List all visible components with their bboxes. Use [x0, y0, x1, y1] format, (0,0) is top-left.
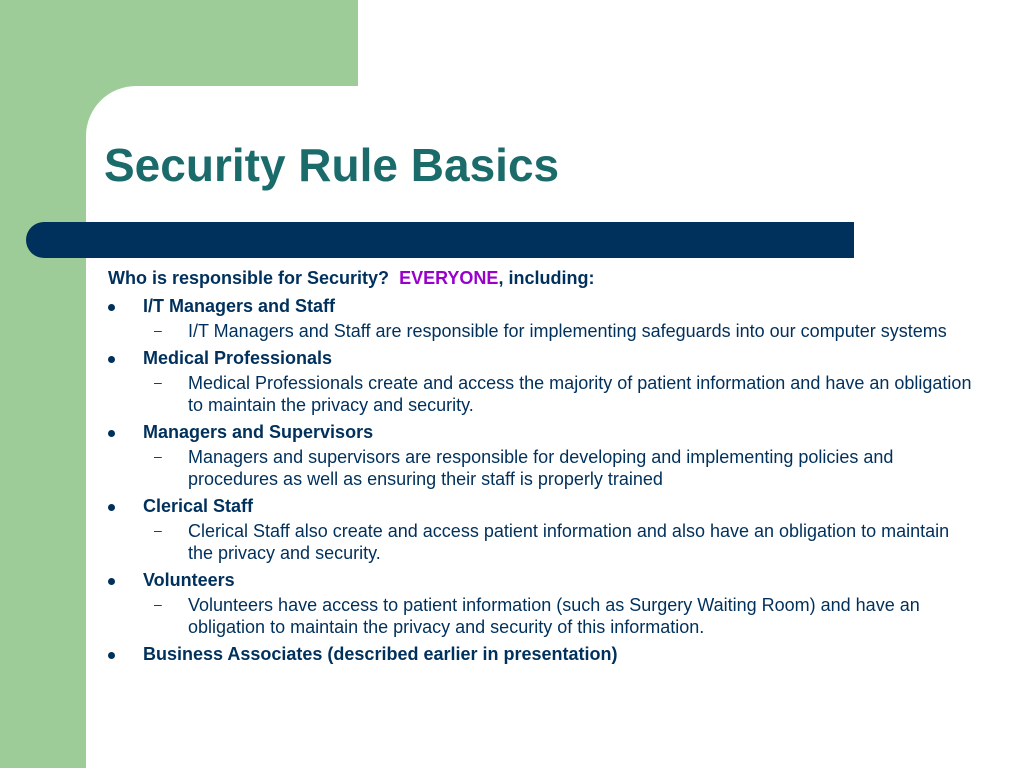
- intro-question: Who is responsible for Security?: [108, 268, 390, 288]
- dash-icon: –: [154, 448, 162, 464]
- bullet-item: [108, 642, 978, 666]
- bullet-item: [108, 568, 978, 638]
- bullet-label: [108, 568, 978, 592]
- intro-emphasis: EVERYONE: [399, 268, 499, 288]
- sub-bullet: [108, 372, 978, 416]
- bullet-dot-icon: [108, 430, 115, 437]
- bullet-label: [108, 346, 978, 370]
- dash-icon: –: [154, 374, 162, 390]
- bullet-item: [108, 346, 978, 416]
- bullet-item: [108, 494, 978, 564]
- bullet-label: [108, 420, 978, 444]
- bullet-text: Clerical Staff: [143, 496, 254, 516]
- sub-bullet: [108, 594, 978, 638]
- intro-suffix: , including:: [498, 268, 595, 288]
- sub-bullet-text: Volunteers have access to patient information (such as Surgery Waiting Room) and have an obligation to maintain the privacy and security of this information.: [188, 595, 920, 637]
- dash-icon: –: [154, 596, 162, 612]
- slide-content: [108, 266, 978, 666]
- bullet-dot-icon: [108, 304, 115, 311]
- bullet-dot-icon: [108, 504, 115, 511]
- bullet-label: [108, 494, 978, 518]
- sub-bullet: [108, 320, 978, 342]
- bullet-text: Medical Professionals: [143, 348, 333, 368]
- sub-bullet-text: Managers and supervisors are responsible for developing and implementing policies and procedures as well as ensuring their staff is properly trained: [188, 447, 894, 489]
- title-underline-bar: [26, 222, 854, 258]
- bullet-text: Business Associates (described earlier in presentation): [143, 644, 618, 664]
- bullet-item: [108, 294, 978, 342]
- bullet-text: Volunteers: [143, 570, 235, 590]
- sub-bullet-text: I/T Managers and Staff are responsible for implementing safeguards into our computer systems: [188, 321, 947, 341]
- dash-icon: –: [154, 322, 162, 338]
- bullet-label: [108, 294, 978, 318]
- sub-bullet-text: Clerical Staff also create and access patient information and also have an obligation to maintain the privacy and security.: [188, 521, 950, 563]
- bullet-list: [108, 294, 978, 666]
- dash-icon: –: [154, 522, 162, 538]
- slide-title: Security Rule Basics: [104, 139, 560, 191]
- bullet-label: [108, 642, 978, 666]
- bullet-dot-icon: [108, 578, 115, 585]
- bullet-text: Managers and Supervisors: [143, 422, 374, 442]
- bullet-dot-icon: [108, 356, 115, 363]
- bullet-dot-icon: [108, 652, 115, 659]
- sub-bullet: [108, 446, 978, 490]
- bullet-item: [108, 420, 978, 490]
- intro-line: [108, 266, 978, 290]
- bullet-text: I/T Managers and Staff: [143, 296, 336, 316]
- sub-bullet-text: Medical Professionals create and access the majority of patient information and have an obligation to maintain the privacy and security.: [188, 373, 972, 415]
- sub-bullet: [108, 520, 978, 564]
